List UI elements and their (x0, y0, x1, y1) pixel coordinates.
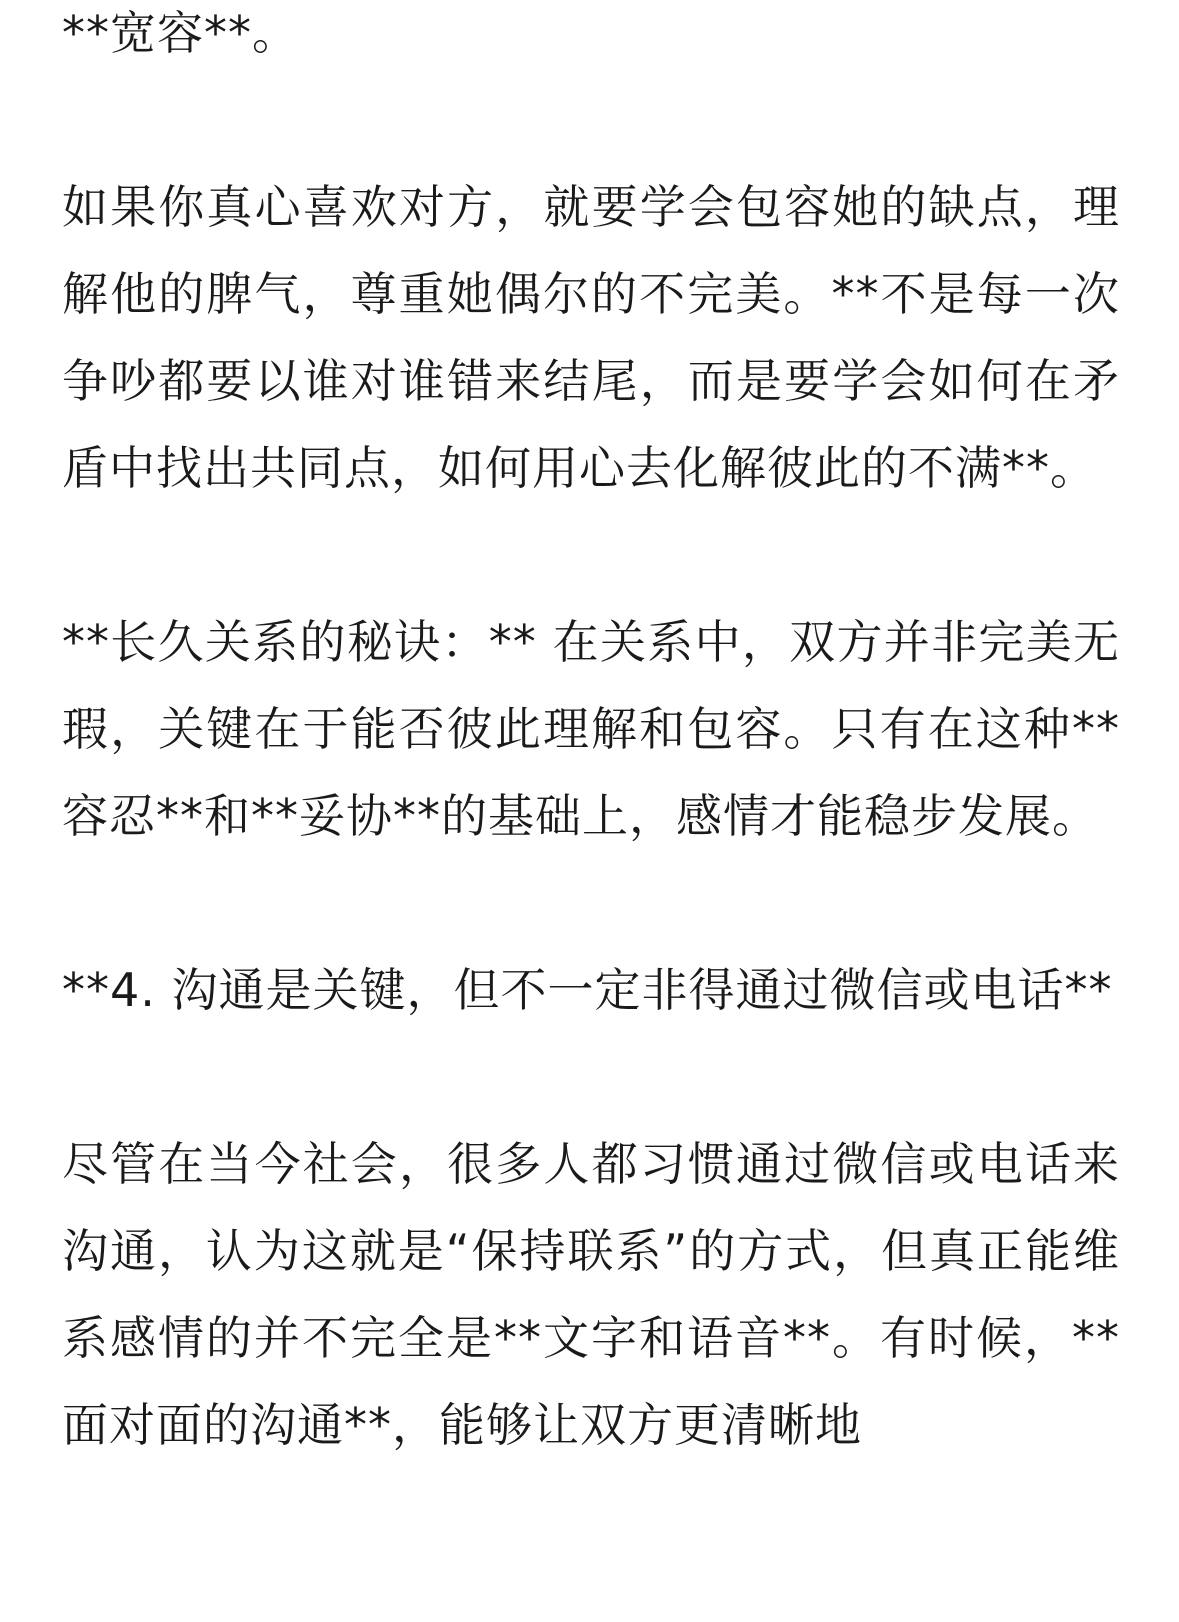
paragraph-relationship-secret: **长久关系的秘诀：** 在关系中，双方并非完美无瑕，关键在于能否彼此理解和包容。只有在这种**容忍**和**妥协**的基础上，感情才能稳步发展。 (62, 615, 1120, 843)
article-body (62, 0, 1120, 1556)
section-heading-communication: **4. 沟通是关键，但不一定非得通过微信或电话** (62, 963, 1113, 1017)
paragraph-communication: 尽管在当今社会，很多人都习惯通过微信或电话来沟通，认为这就是“保持联系”的方式，但真正能维系感情的并不完全是**文字和语音**。有时候，**面对面的沟通**，能够让双方更清晰地 (62, 1137, 1120, 1452)
paragraph-acceptance: 如果你真心喜欢对方，就要学会包容她的缺点，理解他的脾气，尊重她偶尔的不完美。**不是每一次争吵都要以谁对谁错来结尾，而是要学会如何在矛盾中找出共同点，如何用心去化解彼此的不满**。 (62, 180, 1120, 495)
paragraph-tolerance-end: **宽容**。 (62, 6, 299, 60)
